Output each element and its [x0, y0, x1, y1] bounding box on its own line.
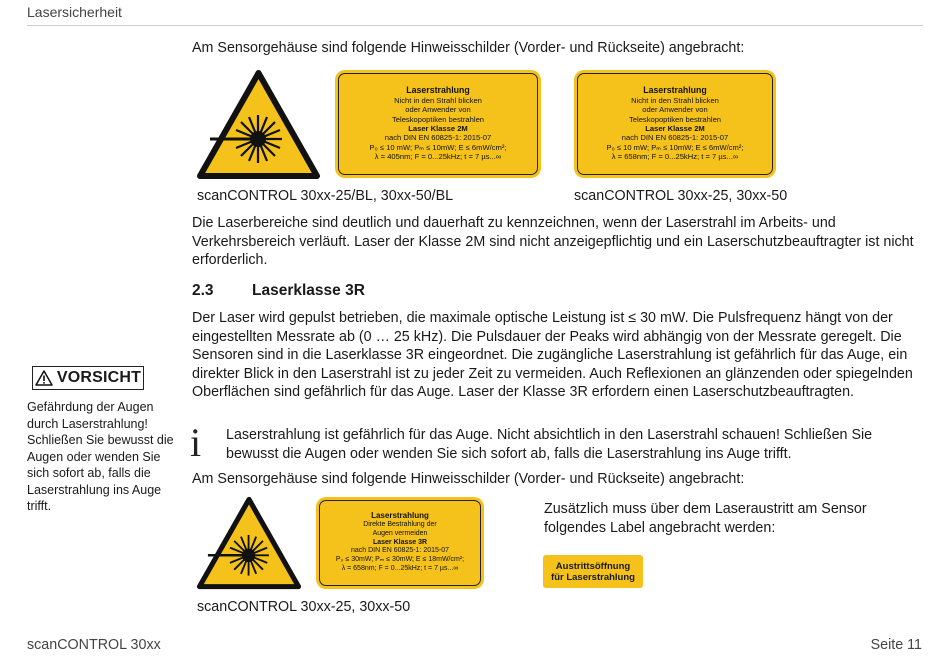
- label-line: λ = 658nm; F = 0...25kHz; t = 7 µs...∞: [611, 152, 739, 162]
- label-line: Teleskopoptiken bestrahlen: [628, 114, 722, 124]
- label-line: λ = 405nm; F = 0...25kHz; t = 7 µs...∞: [374, 152, 502, 162]
- laser-label-3r: [316, 497, 484, 589]
- extra-label-text: Zusätzlich muss über dem Laseraustritt am Sensor folgendes Label angebracht werden:: [544, 501, 867, 536]
- footer-product: scanCONTROL 30xx: [27, 637, 161, 653]
- intro-text-1: Am Sensorgehäuse sind folgende Hinweisschilder (Vorder- und Rückseite) angebracht:: [192, 40, 745, 56]
- laser-label-2m-left: [335, 70, 541, 178]
- paragraph-2m: Die Laserbereiche sind deutlich und dauerhaft zu kennzeichnen, wenn der Laserstrahl im Arbeits- und Verkehrsbereich verläuft. Laser der Klasse 2M sind nicht anzeigepflichtig und ein Laserschutzbeauftragter ist nicht erforderlich.: [192, 215, 914, 268]
- label-line: λ = 658nm; F = 0...25kHz; t = 7 µs...∞: [341, 564, 459, 572]
- label-line: Laser Klasse 2M: [645, 124, 705, 133]
- laser-warning-triangle-icon: [196, 496, 302, 590]
- info-icon: i: [190, 420, 202, 465]
- caution-label: VORSICHT: [56, 369, 142, 386]
- label-line: nach DIN EN 60825-1: 2015-07: [621, 133, 729, 143]
- caption-2m-right: scanCONTROL 30xx-25, 30xx-50: [574, 188, 788, 204]
- warning-icon: [35, 370, 53, 386]
- label-line: Teleskopoptiken bestrahlen: [391, 114, 485, 124]
- label-line: Laser Klasse 2M: [408, 124, 468, 133]
- exit-label-line-2: für Laserstrahlung: [551, 571, 635, 583]
- label-line: Nicht in den Strahl blicken: [631, 95, 719, 105]
- section-number: 2.3: [192, 282, 214, 299]
- exit-aperture-label: [543, 555, 643, 588]
- label-line: Nicht in den Strahl blicken: [394, 95, 482, 105]
- laser-label-2m-right: [574, 70, 776, 178]
- section-title: Laserklasse 3R: [252, 282, 365, 299]
- caption-2m-left: scanCONTROL 30xx-25/BL, 30xx-50/BL: [197, 188, 454, 204]
- label-line: Direkte Bestrahlung der: [363, 521, 437, 528]
- caution-badge: [32, 366, 144, 390]
- label-line: P₀ ≤ 10 mW; Pₘ ≤ 10mW; E ≤ 6mW/cm²;: [606, 142, 744, 152]
- intro-text-2: Am Sensorgehäuse sind folgende Hinweisschilder (Vorder- und Rückseite) angebracht:: [192, 471, 745, 487]
- header-divider: [27, 25, 923, 26]
- caution-text: Gefährdung der Augen durch Laserstrahlung! Schließen Sie bewusst die Augen oder wenden Sie sich sofort ab, falls die Laserstrahlung ins Auge trifft.: [27, 400, 174, 513]
- label-line: Laserstrahlung: [643, 85, 707, 96]
- label-line: Laserstrahlung: [371, 511, 429, 521]
- label-line: P₀ ≤ 30mW; Pₘ ≤ 30mW; E ≤ 18mW/cm²;: [335, 556, 465, 564]
- page-header-title: Lasersicherheit: [27, 4, 122, 20]
- paragraph-3r: Der Laser wird gepulst betrieben, die maximale optische Leistung ist ≤ 30 mW. Die Pulsfrequenz hängt von der eingestellten Messrate ab (0 … 25 kHz). Die Pulsdauer der Peaks wird abhängig von der Messrate geregelt. Die Sensoren sind in die Laserklasse 3R eingeordnet. Die zugängliche Laserstrahlung ist gefährlich für das Auge, ein direkter Blick in den Laserstrahl ist zu jeder Zeit zu vermeiden. Auch Reflexionen an glänzenden oder spiegelnden Oberflächen sind gefährlich für das Auge. Laser der Klasse 3R erfordern einen Laserschutzbeauftragten.: [192, 310, 913, 400]
- label-line: nach DIN EN 60825-1: 2015-07: [350, 547, 450, 555]
- info-note-text: Laserstrahlung ist gefährlich für das Auge. Nicht absichtlich in den Laserstrahl schauen! Schließen Sie bewusst die Augen oder wenden Sie sich sofort ab, falls die Laserstrahlung ins Auge trifft.: [226, 427, 873, 462]
- footer-page-number: Seite 11: [870, 637, 922, 653]
- label-line: Laserstrahlung: [406, 85, 470, 96]
- label-line: Laser Klasse 3R: [372, 538, 428, 546]
- laser-warning-triangle-icon: [196, 69, 321, 180]
- label-line: oder Anwender von: [642, 105, 708, 115]
- label-line: nach DIN EN 60825-1: 2015-07: [384, 133, 492, 143]
- label-line: Augen vermeiden: [372, 529, 428, 537]
- label-line: P₀ ≤ 10 mW; Pₘ ≤ 10mW; E ≤ 6mW/cm²;: [369, 142, 507, 152]
- caption-3r: scanCONTROL 30xx-25, 30xx-50: [197, 599, 411, 615]
- label-line: oder Anwender von: [405, 105, 471, 115]
- exit-label-line-1: Austrittsöffnung: [555, 560, 631, 572]
